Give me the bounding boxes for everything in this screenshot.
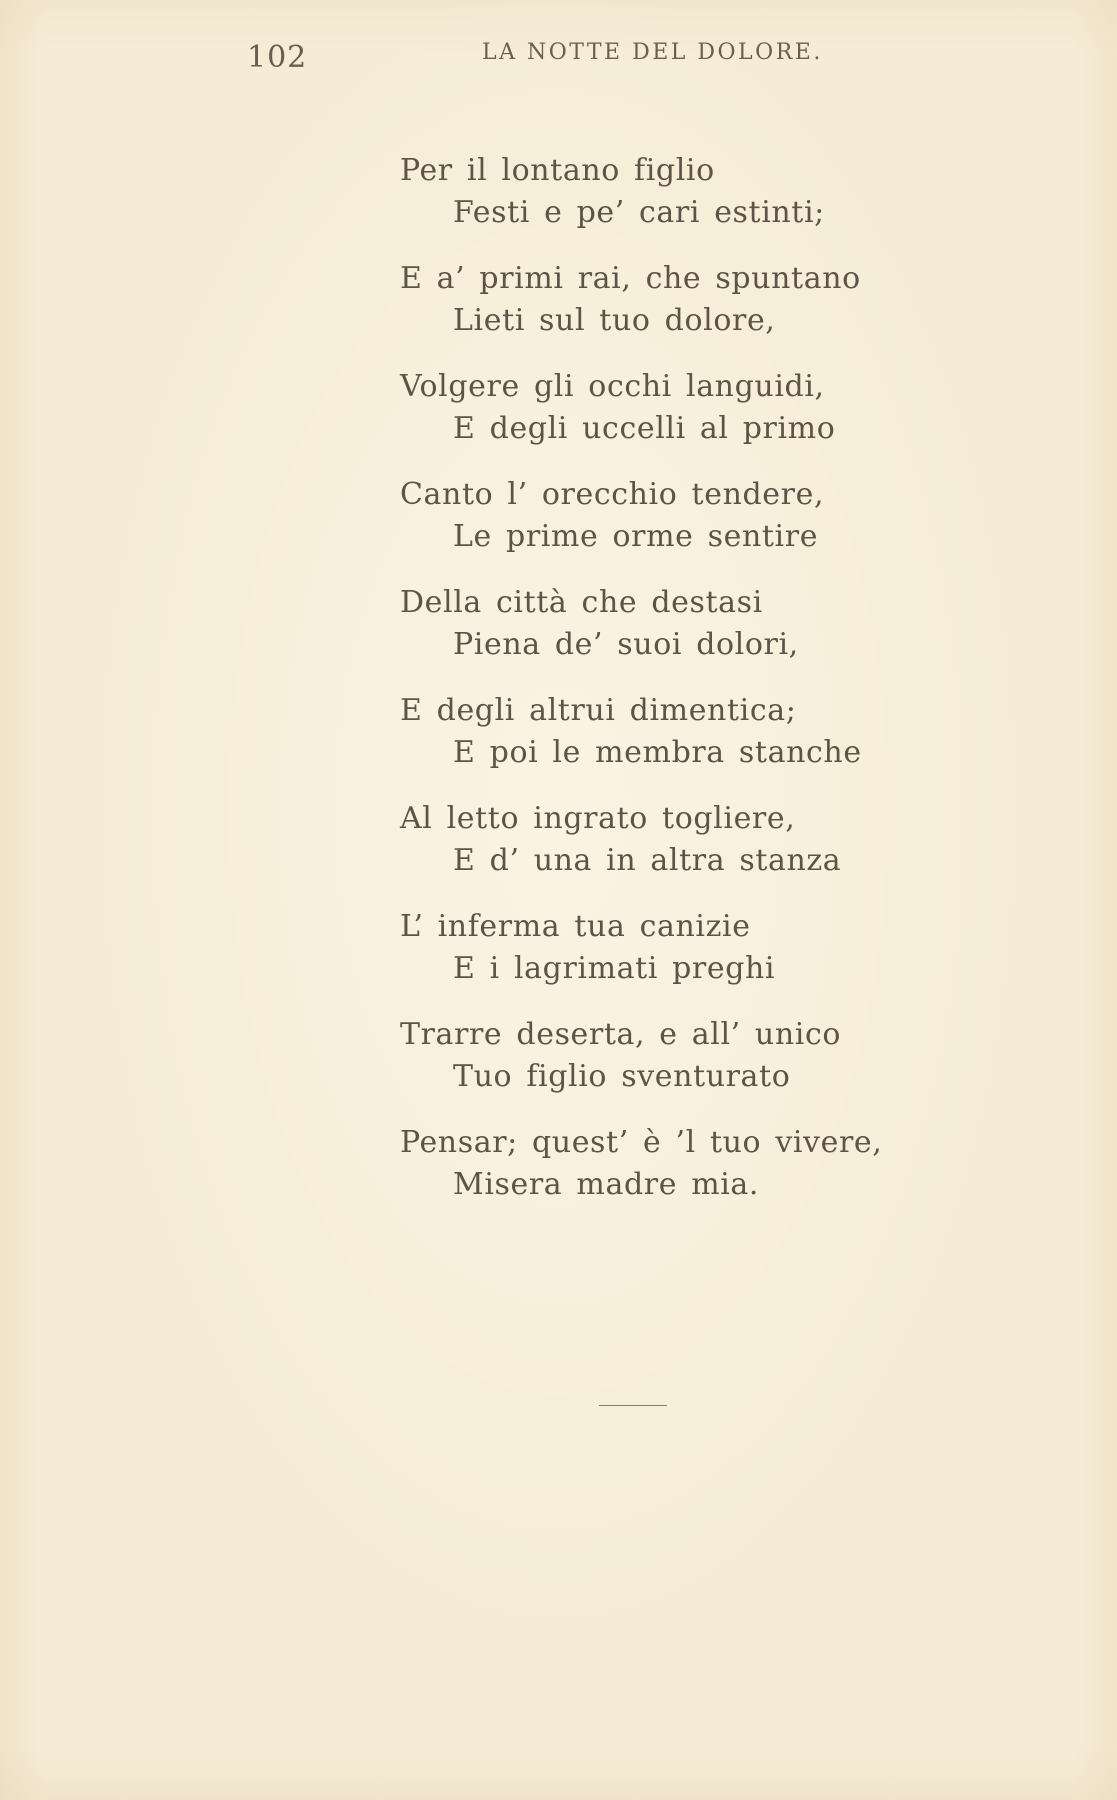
- stanza: [400, 582, 920, 666]
- poem-line: Festi e pe’ cari estinti;: [453, 195, 825, 230]
- stanza: [400, 1122, 920, 1206]
- poem-line: L’ inferma tua canizie: [400, 909, 751, 944]
- poem-line: Al letto ingrato togliere,: [400, 801, 796, 836]
- stanza: [400, 798, 920, 882]
- poem-line: Volgere gli occhi languidi,: [400, 369, 825, 404]
- running-title: LA NOTTE DEL DOLORE.: [482, 40, 823, 65]
- poem-line: Della città che destasi: [400, 585, 763, 620]
- page-number: 102: [247, 40, 308, 75]
- stanza: [400, 1014, 920, 1098]
- stanza: [400, 474, 920, 558]
- stanza: [400, 366, 920, 450]
- poem-line: Canto l’ orecchio tendere,: [400, 477, 825, 512]
- stanza: [400, 690, 920, 774]
- poem-line: Piena de’ suoi dolori,: [453, 627, 799, 662]
- poem-line: E degli uccelli al primo: [453, 411, 836, 446]
- poem-line: E poi le membra stanche: [453, 735, 862, 770]
- poem-line: Per il lontano figlio: [400, 153, 715, 188]
- poem-line: Trarre deserta, e all’ unico: [400, 1017, 842, 1052]
- poem-line: Pensar; quest’ è ’l tuo vivere,: [400, 1125, 883, 1160]
- stanza: [400, 150, 920, 234]
- poem-line: Misera madre mia.: [453, 1167, 760, 1202]
- poem-line: Le prime orme sentire: [453, 519, 819, 554]
- poem-line: Tuo figlio sventurato: [453, 1059, 791, 1094]
- poem-line: E degli altrui dimentica;: [400, 693, 797, 728]
- poem-line: E a’ primi rai, che spuntano: [400, 261, 861, 296]
- poem-line: E d’ una in altra stanza: [453, 843, 842, 878]
- poem: [400, 150, 920, 1230]
- poem-line: Lieti sul tuo dolore,: [453, 303, 776, 338]
- end-rule: [599, 1405, 667, 1406]
- stanza: [400, 906, 920, 990]
- stanza: [400, 258, 920, 342]
- poem-line: E i lagrimati preghi: [453, 951, 776, 986]
